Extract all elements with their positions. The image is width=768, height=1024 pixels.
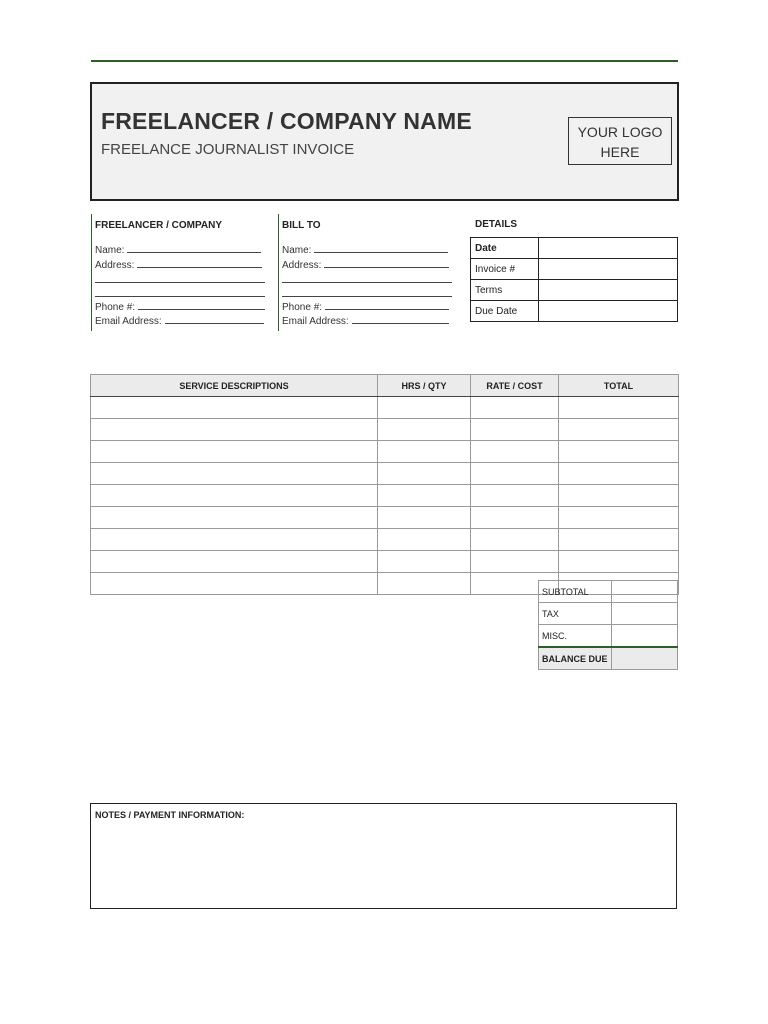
details-table: [470, 237, 678, 322]
service-description-cell[interactable]: [91, 485, 378, 507]
rate-cell[interactable]: [471, 463, 559, 485]
table-row: [91, 507, 679, 529]
rate-cell[interactable]: [471, 485, 559, 507]
address-label: Address:: [282, 260, 322, 271]
details-label: Terms: [471, 280, 539, 301]
details-row: [471, 301, 678, 322]
details-row: [471, 280, 678, 301]
total-cell[interactable]: [559, 419, 679, 441]
freelancer-section: [91, 214, 269, 331]
rate-cell[interactable]: [471, 419, 559, 441]
qty-cell[interactable]: [378, 485, 471, 507]
total-cell[interactable]: [559, 397, 679, 419]
details-row: [471, 238, 678, 259]
bill-to-name-field[interactable]: [282, 243, 448, 256]
rate-cell[interactable]: [471, 441, 559, 463]
tax-label: TAX: [539, 603, 612, 625]
total-cell[interactable]: [559, 441, 679, 463]
service-description-cell[interactable]: [91, 463, 378, 485]
freelancer-heading: FREELANCER / COMPANY: [95, 220, 223, 231]
totals-table: [538, 580, 678, 670]
qty-cell[interactable]: [378, 573, 471, 595]
details-row: [471, 259, 678, 280]
service-description-cell[interactable]: [91, 507, 378, 529]
table-row: [91, 397, 679, 419]
misc-label: MISC.: [539, 625, 612, 648]
due-date-value-cell[interactable]: [539, 301, 678, 322]
column-header-qty: HRS / QTY: [378, 375, 471, 397]
table-header-row: [91, 375, 679, 397]
qty-cell[interactable]: [378, 441, 471, 463]
phone-label: Phone #:: [95, 302, 136, 313]
bill-to-address-field[interactable]: [282, 258, 449, 271]
subtotal-row: [539, 581, 678, 603]
total-cell[interactable]: [559, 551, 679, 573]
freelancer-phone-field[interactable]: [95, 300, 265, 313]
bill-to-email-field[interactable]: [282, 314, 449, 327]
qty-cell[interactable]: [378, 397, 471, 419]
address-label: Address:: [95, 260, 135, 271]
tax-value-cell[interactable]: [612, 603, 678, 625]
qty-cell[interactable]: [378, 551, 471, 573]
name-label: Name:: [282, 245, 312, 256]
invoice-number-value-cell[interactable]: [539, 259, 678, 280]
total-cell[interactable]: [559, 529, 679, 551]
name-label: Name:: [95, 245, 125, 256]
company-name[interactable]: FREELANCER / COMPANY NAME: [101, 108, 472, 134]
column-header-rate: RATE / COST: [471, 375, 559, 397]
logo-placeholder[interactable]: YOUR LOGO HERE: [568, 117, 672, 165]
table-row: [91, 529, 679, 551]
freelancer-address-field[interactable]: [95, 258, 262, 271]
table-row: [91, 485, 679, 507]
notes-label: NOTES / PAYMENT INFORMATION:: [95, 810, 245, 820]
balance-due-row: [539, 647, 678, 670]
line-items-table: [90, 374, 679, 595]
qty-cell[interactable]: [378, 529, 471, 551]
freelancer-email-field[interactable]: [95, 314, 264, 327]
total-cell[interactable]: [559, 485, 679, 507]
details-label: Date: [471, 238, 539, 259]
qty-cell[interactable]: [378, 419, 471, 441]
details-label: Invoice #: [471, 259, 539, 280]
bill-to-section: [278, 214, 456, 331]
rate-cell[interactable]: [471, 551, 559, 573]
qty-cell[interactable]: [378, 463, 471, 485]
table-row: [91, 551, 679, 573]
service-description-cell[interactable]: [91, 419, 378, 441]
qty-cell[interactable]: [378, 507, 471, 529]
address-line-2[interactable]: [95, 282, 265, 283]
total-cell[interactable]: [559, 463, 679, 485]
table-row: [91, 419, 679, 441]
table-row: [91, 441, 679, 463]
phone-label: Phone #:: [282, 302, 323, 313]
address-line-2[interactable]: [282, 282, 452, 283]
address-line-3[interactable]: [95, 296, 265, 297]
rate-cell[interactable]: [471, 397, 559, 419]
rate-cell[interactable]: [471, 507, 559, 529]
table-row: [91, 463, 679, 485]
balance-due-label: BALANCE DUE: [539, 647, 612, 670]
subtotal-label: SUBTOTAL: [539, 581, 612, 603]
email-label: Email Address:: [282, 316, 349, 327]
column-header-service: SERVICE DESCRIPTIONS: [91, 375, 378, 397]
service-description-cell[interactable]: [91, 441, 378, 463]
address-line-3[interactable]: [282, 296, 452, 297]
tax-row: [539, 603, 678, 625]
details-heading: DETAILS: [475, 219, 518, 230]
column-header-total: TOTAL: [559, 375, 679, 397]
total-cell[interactable]: [559, 507, 679, 529]
bill-to-heading: BILL TO: [282, 220, 321, 231]
top-accent-line: [91, 60, 678, 62]
balance-due-value-cell[interactable]: [612, 647, 678, 670]
invoice-header: [90, 82, 679, 201]
details-label: Due Date: [471, 301, 539, 322]
bill-to-phone-field[interactable]: [282, 300, 449, 313]
misc-row: [539, 625, 678, 648]
service-description-cell[interactable]: [91, 573, 378, 595]
service-description-cell[interactable]: [91, 529, 378, 551]
date-value-cell[interactable]: [539, 238, 678, 259]
service-description-cell[interactable]: [91, 397, 378, 419]
freelancer-name-field[interactable]: [95, 243, 261, 256]
notes-box[interactable]: [90, 803, 677, 909]
invoice-title[interactable]: FREELANCE JOURNALIST INVOICE: [101, 141, 355, 158]
email-label: Email Address:: [95, 316, 162, 327]
misc-value-cell[interactable]: [612, 625, 678, 648]
subtotal-value-cell[interactable]: [612, 581, 678, 603]
service-description-cell[interactable]: [91, 551, 378, 573]
terms-value-cell[interactable]: [539, 280, 678, 301]
rate-cell[interactable]: [471, 529, 559, 551]
